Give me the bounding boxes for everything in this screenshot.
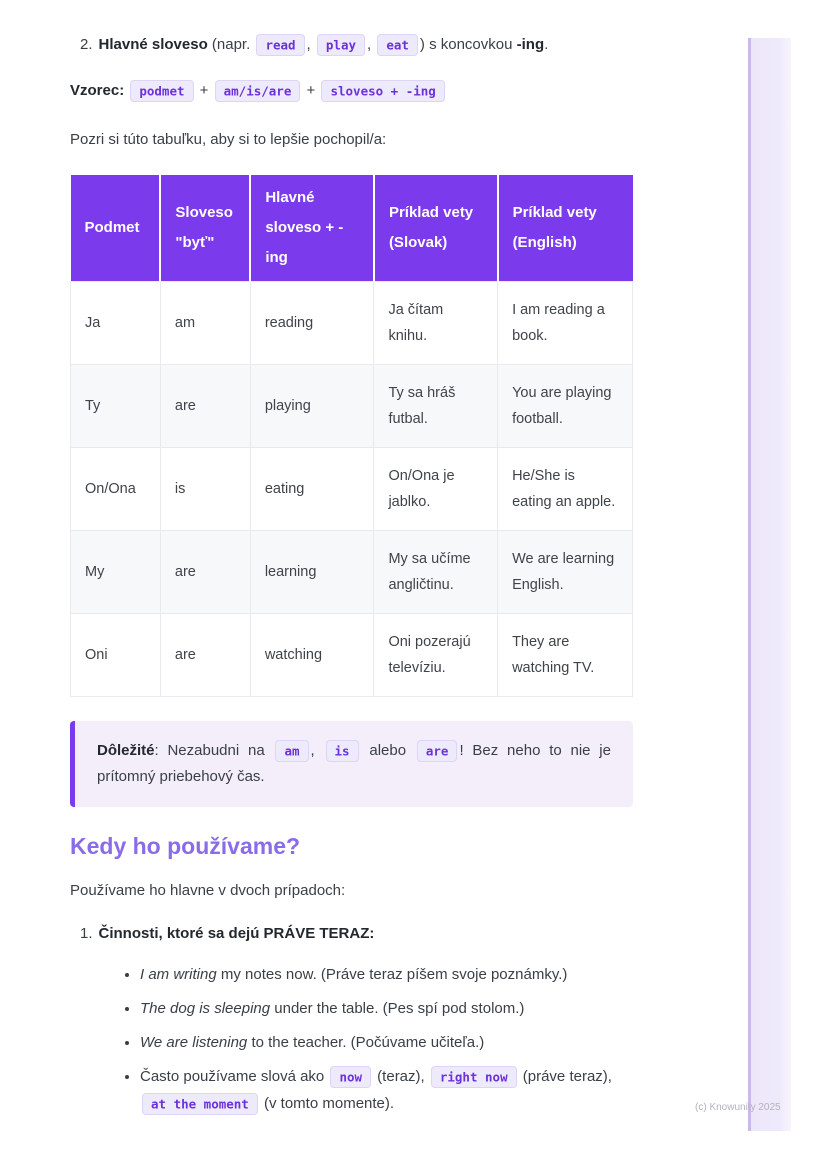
- inline-code-chip: right now: [431, 1066, 517, 1088]
- inline-code-chip: podmet: [130, 80, 193, 102]
- table-cell: watching: [250, 614, 374, 697]
- table-cell: Ty: [71, 365, 161, 448]
- text-run: +: [195, 82, 213, 99]
- page-edge-strip: [748, 38, 791, 1131]
- inline-code-chip: sloveso + -ing: [321, 80, 444, 102]
- text-run: ) s koncovkou: [419, 36, 517, 53]
- italic-text: We are listening: [140, 1034, 248, 1051]
- table-row: [71, 365, 633, 448]
- text-run: (napr.: [207, 36, 255, 53]
- inline-code-chip: eat: [377, 34, 418, 56]
- text-run: under the table. (Pes spí pod stolom.): [270, 1000, 525, 1017]
- table-cell: Ty sa hráš futbal.: [374, 365, 498, 448]
- text-run: ! Bez neho to nie je prítomný priebehový čas.: [97, 742, 611, 785]
- bold-text: Dôležité: [97, 742, 155, 759]
- text-run: to the teacher. (Počúvame učiteľa.): [247, 1034, 485, 1051]
- table-cell: They are watching TV.: [498, 614, 633, 697]
- table-row: [71, 614, 633, 697]
- table-cell: My: [71, 531, 161, 614]
- column-header: Príklad vety (Slovak): [374, 175, 498, 282]
- table-cell: Oni: [71, 614, 161, 697]
- text-run: (práve teraz),: [518, 1068, 612, 1085]
- table-cell: are: [160, 365, 250, 448]
- table-row: [71, 531, 633, 614]
- column-header: Sloveso "byť": [160, 175, 250, 282]
- table-cell: are: [160, 614, 250, 697]
- conjugation-table: [70, 175, 633, 697]
- table-cell: am: [160, 282, 250, 365]
- section-heading: Kedy ho používame?: [70, 833, 301, 859]
- text-run: ,: [310, 742, 324, 759]
- example-list-item: [140, 995, 633, 1022]
- text-run: alebo: [360, 742, 415, 759]
- table-cell: Ja čítam knihu.: [374, 282, 498, 365]
- example-list-item: [140, 1029, 633, 1056]
- example-list-item: [140, 961, 633, 988]
- text-run: : Nezabudni na: [154, 742, 274, 759]
- usage-case-item: [70, 922, 633, 946]
- intro-text: [99, 33, 549, 57]
- table-cell: eating: [250, 448, 374, 531]
- bold-text: Hlavné sloveso: [98, 36, 208, 53]
- list-number: 1.: [80, 925, 93, 942]
- column-header: Podmet: [71, 175, 161, 282]
- text-run: (v tomto momente).: [259, 1095, 395, 1112]
- table-row: [71, 448, 633, 531]
- text-run: my notes now. (Práve teraz píšem svoje poznámky.): [216, 966, 568, 983]
- text-run: ,: [367, 36, 376, 53]
- bold-text: -ing: [516, 36, 545, 53]
- table-row: [71, 282, 633, 365]
- inline-code-chip: am: [275, 740, 308, 762]
- usage-case-title: Činnosti, ktoré sa dejú PRÁVE TERAZ:: [98, 925, 375, 942]
- intro-list-item: [70, 33, 633, 57]
- table-intro-text: Pozri si túto tabuľku, aby si to lepšie pochopil/a:: [70, 131, 387, 148]
- table-cell: are: [160, 531, 250, 614]
- important-callout: [70, 721, 633, 807]
- section-intro-text: Používame ho hlavne v dvoch prípadoch:: [70, 882, 346, 899]
- callout-text: [97, 742, 611, 785]
- table-cell: Oni pozerajú televíziu.: [374, 614, 498, 697]
- table-cell: You are playing football.: [498, 365, 633, 448]
- formula-label: Vzorec:: [70, 82, 125, 99]
- table-cell: He/She is eating an apple.: [498, 448, 633, 531]
- column-header: Hlavné sloveso + -ing: [250, 175, 374, 282]
- italic-text: The dog is sleeping: [140, 1000, 271, 1017]
- document-content: [70, 0, 633, 1124]
- text-run: Často používame slová ako: [140, 1068, 329, 1085]
- table-body: [71, 282, 633, 697]
- table-cell: We are learning English.: [498, 531, 633, 614]
- inline-code-chip: is: [326, 740, 359, 762]
- inline-code-chip: read: [256, 34, 304, 56]
- column-header: Príklad vety (English): [498, 175, 633, 282]
- table-cell: reading: [250, 282, 374, 365]
- text-run: (teraz),: [373, 1068, 429, 1085]
- inline-code-chip: play: [317, 34, 365, 56]
- table-header-row: [71, 175, 633, 282]
- table-cell: My sa učíme angličtinu.: [374, 531, 498, 614]
- usage-examples-list: [70, 961, 633, 1117]
- table-cell: learning: [250, 531, 374, 614]
- inline-code-chip: are: [417, 740, 458, 762]
- table-cell: On/Ona: [71, 448, 161, 531]
- text-run: .: [544, 36, 549, 53]
- formula-line: [70, 78, 633, 104]
- copyright-notice: (c) Knowunity 2025: [695, 1102, 781, 1113]
- italic-text: I am writing: [140, 966, 217, 983]
- example-list-item: [140, 1063, 633, 1117]
- table-cell: Ja: [71, 282, 161, 365]
- table-cell: playing: [250, 365, 374, 448]
- table-cell: On/Ona je jablko.: [374, 448, 498, 531]
- formula-expression: [128, 82, 446, 99]
- inline-code-chip: now: [330, 1066, 371, 1088]
- text-run: +: [302, 82, 320, 99]
- inline-code-chip: at the moment: [142, 1093, 258, 1115]
- text-run: ,: [306, 36, 315, 53]
- list-number: 2.: [80, 36, 93, 53]
- inline-code-chip: am/is/are: [215, 80, 301, 102]
- table-cell: I am reading a book.: [498, 282, 633, 365]
- table-cell: is: [160, 448, 250, 531]
